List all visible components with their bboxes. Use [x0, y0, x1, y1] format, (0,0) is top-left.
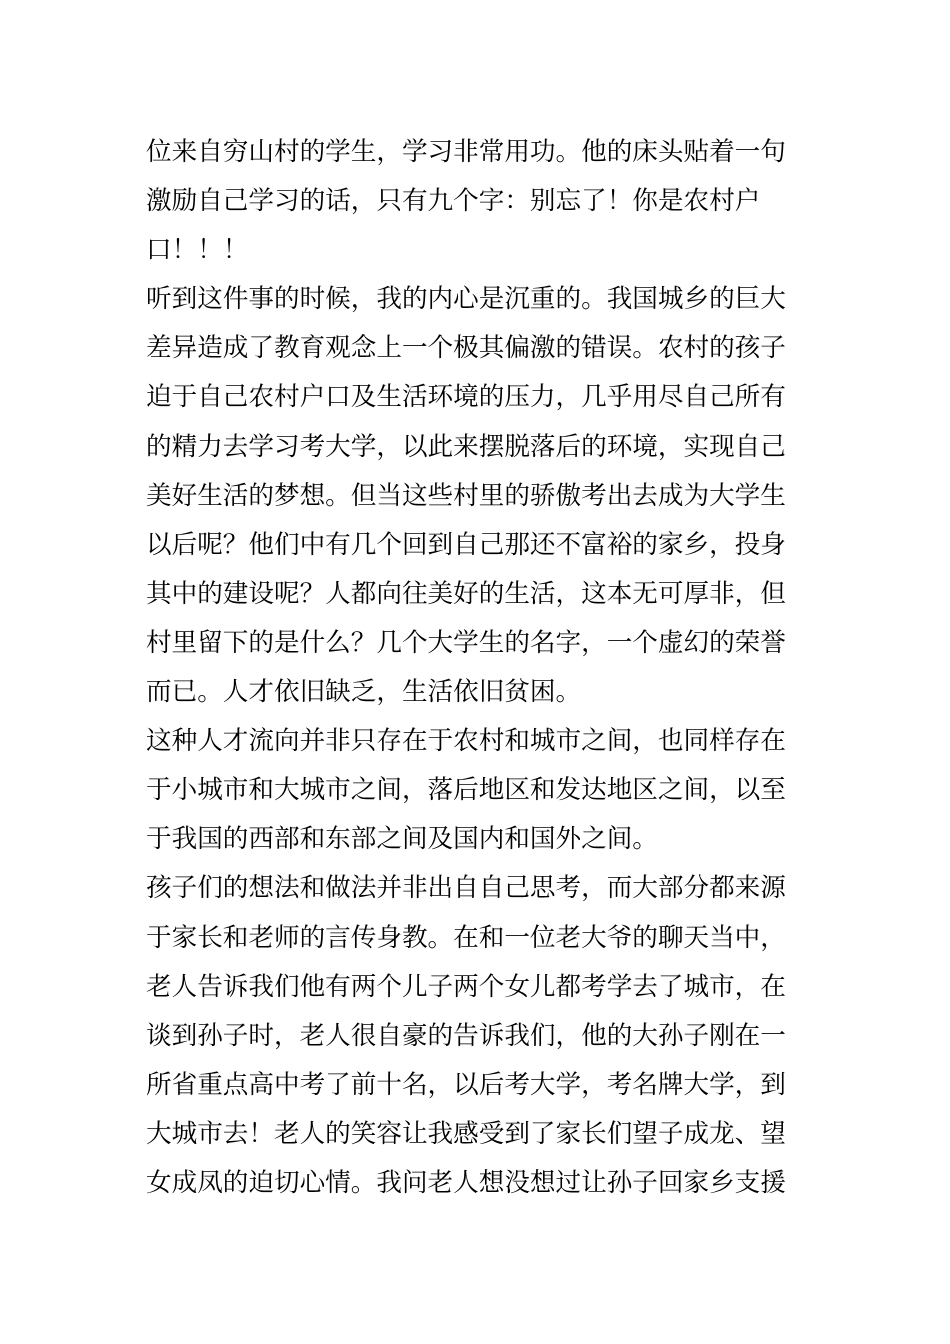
text-line: 于小城市和大城市之间，落后地区和发达地区之间，以至: [146, 775, 786, 806]
text-line: 位来自穷山村的学生，学习非常用功。他的床头贴着一句: [146, 137, 786, 167]
text-line: 女成凤的迫切心情。我问老人想没想过让孙子回家乡支援: [146, 1167, 786, 1198]
text-line: 于家长和老师的言传身教。在和一位老大爷的聊天当中，: [146, 922, 786, 953]
text-line: 口！！！: [146, 235, 249, 266]
text-line: 其中的建设呢？人都向往美好的生活，这本无可厚非，但: [146, 578, 786, 609]
text-line: 所省重点高中考了前十名，以后考大学，考名牌大学，到: [146, 1069, 786, 1100]
text-line: 于我国的西部和东部之间及国内和国外之间。: [146, 824, 658, 855]
text-line: 孩子们的想法和做法并非出自自己思考，而大部分都来源: [146, 873, 786, 904]
paragraph-3: [146, 717, 786, 864]
text-line: 谈到孙子时，老人很自豪的告诉我们，他的大孙子刚在一: [146, 1020, 786, 1051]
text-line: 村里留下的是什么？几个大学生的名字，一个虚幻的荣誉: [146, 627, 786, 658]
paragraph-2: [146, 275, 786, 717]
text-line: 以后呢？他们中有几个回到自己那还不富裕的家乡，投身: [146, 529, 786, 560]
text-line: 老人告诉我们他有两个儿子两个女儿都考学去了城市，在: [146, 971, 786, 1002]
paragraph-1: [146, 128, 786, 275]
paragraph-4: [146, 864, 786, 1208]
text-line: 而已。人才依旧缺乏，生活依旧贫困。: [146, 677, 582, 708]
text-line: 差异造成了教育观念上一个极其偏激的错误。农村的孩子: [146, 333, 786, 364]
text-line: 听到这件事的时候，我的内心是沉重的。我国城乡的巨大: [146, 284, 786, 315]
text-line: 这种人才流向并非只存在于农村和城市之间，也同样存在: [146, 726, 786, 757]
text-line: 的精力去学习考大学，以此来摆脱落后的环境，实现自己: [146, 431, 786, 462]
document-body: [146, 128, 786, 1208]
text-line: 美好生活的梦想。但当这些村里的骄傲考出去成为大学生: [146, 480, 786, 511]
text-line: 迫于自己农村户口及生活环境的压力，几乎用尽自己所有: [146, 382, 786, 413]
text-line: 大城市去！老人的笑容让我感受到了家长们望子成龙、望: [146, 1118, 786, 1149]
text-line: 激励自己学习的话，只有九个字：别忘了！你是农村户: [146, 186, 761, 217]
